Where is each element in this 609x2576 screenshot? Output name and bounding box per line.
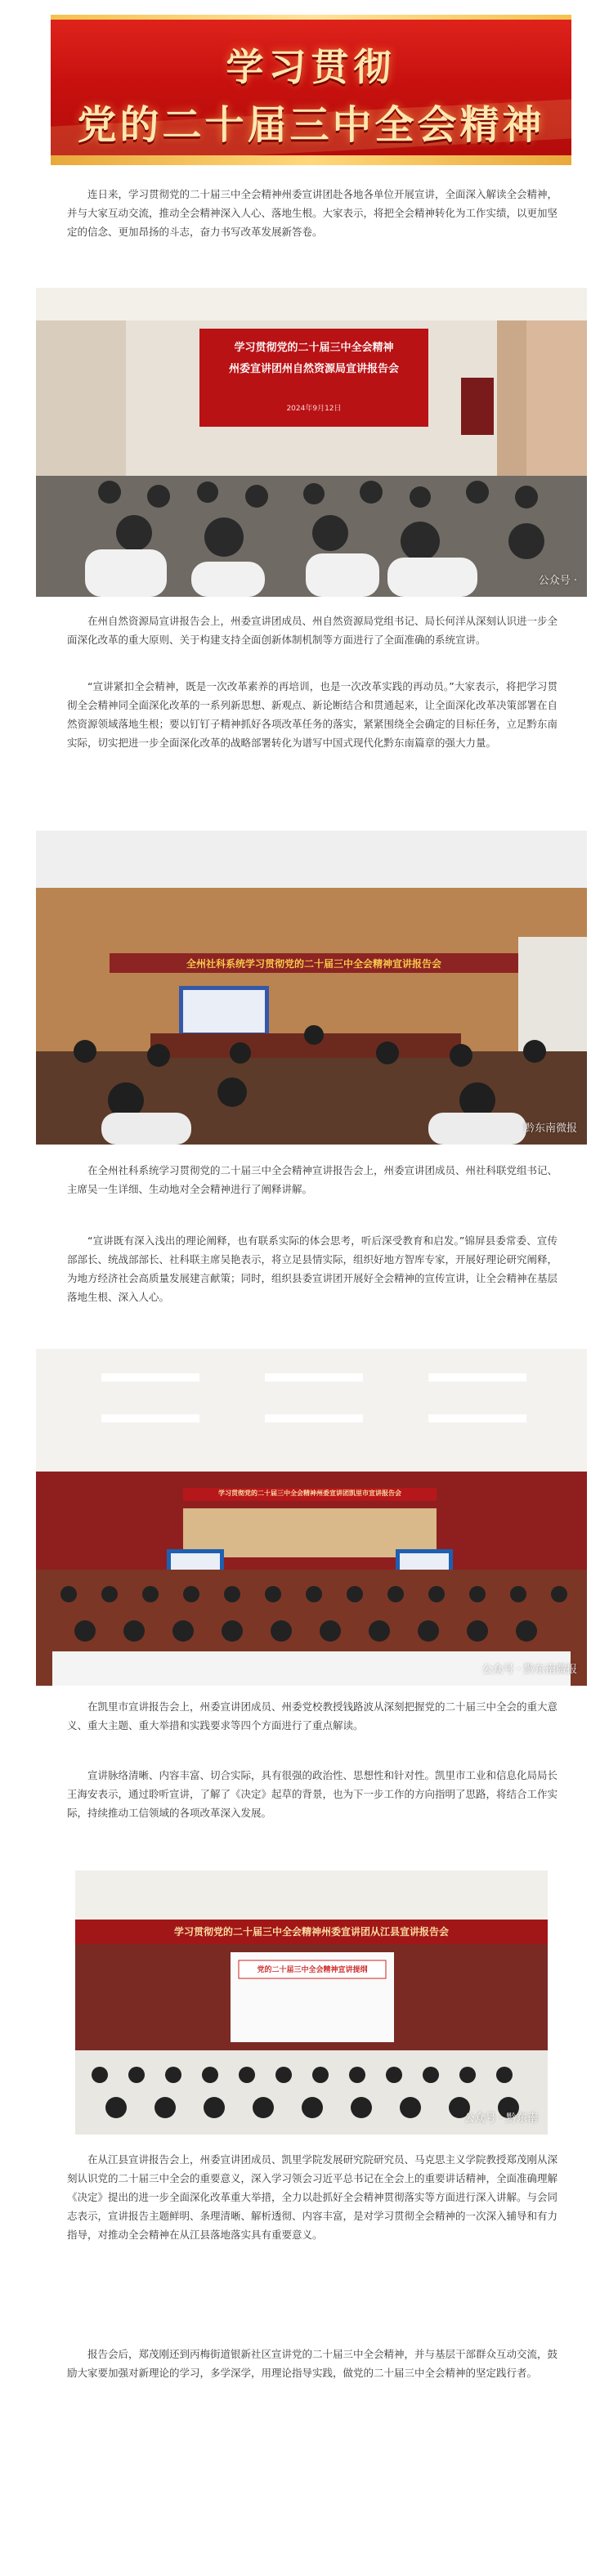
banner-title-line1: 学习贯彻 — [226, 45, 396, 89]
photo-congjiang-meeting — [75, 1870, 548, 2135]
banner-gold-border-top — [51, 15, 571, 20]
paragraph-kaili: 在凯里市宣讲报告会上，州委宣讲团成员、州委党校教授钱路波从深刻把握党的二十届三中全会的重大意义、重大主题、重大举措和实践要求等四个方面进行了重点解读。 — [67, 1700, 558, 1732]
screen-title-3: 学习贯彻党的二十届三中全会精神州委宣讲团凯里市宣讲报告会 — [218, 1490, 401, 1497]
paragraph-social-science: 在全州社科系统学习贯彻党的二十届三中全会精神宣讲报告会上，州委宣讲团成员、州社科联党组书记、主席吴一生详细、生动地对全会精神进行了阐释讲解。 — [67, 1164, 558, 1195]
paragraph-jinping-feedback: “宣讲既有深入浅出的理论阐释，也有联系实际的体会思考，听后深受教育和启发。”锦屏县委常委、宣传部部长、统战部部长、社科联主席吴艳表示，将立足县情实际，组织好地方智库专家，开展好理论研究阐释，为地方经济社会高质量发展建言献策；同时，组织县委宣讲团开展好全会精神的宣传宣讲，让全会精神在基层落地生根、深入人心。 — [67, 1234, 558, 1303]
screen-subtitle-1: 州委宣讲团州自然资源局宣讲报告会 — [228, 363, 399, 375]
paragraph-kaili-feedback: 宣讲脉络清晰、内容丰富、切合实际，具有很强的政治性、思想性和针对性。凯里市工业和信息化局局长王海安表示，通过聆听宣讲，了解了《决定》起草的背景，也为下一步工作的方向指明了思路，将结合工作实际，持续推动工信领域的各项改革深入发展。 — [67, 1769, 558, 1819]
watermark-1: 公众号 · — [538, 575, 577, 587]
watermark-3: 公众号 · 黔东南微报 — [481, 1664, 577, 1676]
photo-natural-resources-meeting — [36, 288, 587, 597]
screen-date-1: 2024年9月12日 — [286, 405, 342, 413]
screen-title-4: 学习贯彻党的二十届三中全会精神州委宣讲团从江县宣讲报告会 — [173, 1926, 449, 1938]
intro-paragraph: 连日来，学习贯彻党的二十届三中全会精神州委宣讲团赴各地各单位开展宣讲，全面深入解读全会精神，并与大家互动交流，推动全会精神深入人心、落地生根。大家表示，将把全会精神转化为工作实绩，以更加坚定的信念、更加昂扬的斗志，奋力书写改革发展新答卷。 — [67, 188, 558, 238]
screen-title-1: 学习贯彻党的二十届三中全会精神 — [234, 342, 394, 354]
paragraph-congjiang: 在从江县宣讲报告会上，州委宣讲团成员、凯里学院发展研究院研究员、马克思主义学院教授郑茂刚从深刻认识党的二十届三中全会的重要意义，深入学习领会习近平总书记在全会上的重要讲话精神，全面准确理解《决定》提出的进一步全面深化改革重大举措，全力以赴抓好全会精神贯彻落实等方面进行深入讲解。与会同志表示，宣讲报告主题鲜明、条理清晰、解析透彻、内容丰富，是对学习贯彻全会精神的一次深入辅导和有力指导，对推动全会精神在从江县落地落实具有重要意义。 — [67, 2153, 558, 2241]
banner-gold-border-bottom — [51, 155, 571, 165]
paragraph-natural-resources-feedback: “宣讲紧扣全会精神，既是一次改革素养的再培训，也是一次改革实践的再动员。”大家表示，将把学习贯彻全会精神同全面深化改革的一系列新思想、新观点、新论断结合和贯通起来，让全面深化改革决策部署在自然资源领域落地生根；要以钉钉子精神抓好各项改革任务的落实，紧紧围绕全会确定的目标任务，立足黔东南实际，切实把进一步全面深化改革的战略部署转化为谱写中国式现代化黔东南篇章的强大力量。 — [67, 680, 558, 749]
photo-social-science-meeting — [36, 831, 587, 1145]
watermark-2: 黔东南微报 — [523, 1122, 577, 1135]
watermark-4: 公众号 · 黔东南 — [463, 2112, 538, 2125]
paragraph-natural-resources: 在州自然资源局宣讲报告会上，州委宣讲团成员、州自然资源局党组书记、局长何洋从深刻认识进一步全面深化改革的重大原则、关于构建支持全面创新体制机制等方面进行了全面准确的系统宣讲。 — [67, 615, 558, 646]
paragraph-community: 报告会后，郑茂刚还到丙梅街道银新社区宣讲党的二十届三中全会精神，并与基层干部群众互动交流，鼓励大家要加强对新理论的学习，多学深学，用理论指导实践，做党的二十届三中全会精神的坚定践行者。 — [67, 2348, 558, 2379]
screen-title-2: 全州社科系统学习贯彻党的二十届三中全会精神宣讲报告会 — [186, 958, 441, 970]
slide-title-4: 党的二十届三中全会精神宣讲提纲 — [257, 1966, 368, 1974]
header-banner — [51, 15, 571, 165]
banner-title-line2: 党的二十届三中全会精神 — [77, 102, 545, 148]
photo-kaili-meeting — [36, 1349, 587, 1686]
